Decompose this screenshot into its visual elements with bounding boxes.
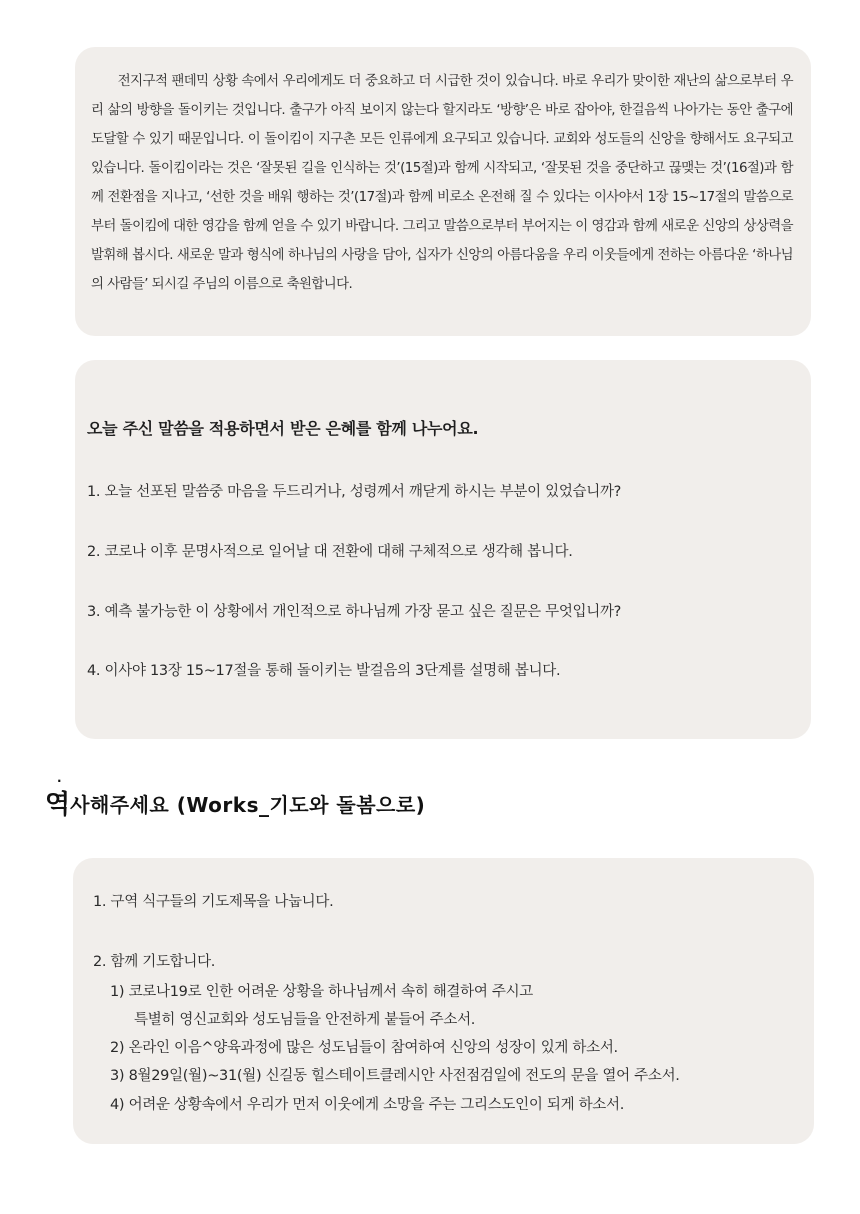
section-heading-initial: 역 (45, 790, 71, 820)
question-item: 4. 이사야 13장 15~17절을 통해 돌이키는 발걸음의 3단계를 설명해 봅니다. (87, 663, 561, 679)
intro-box (75, 47, 811, 336)
prayer-subitem-continuation: 특별히 영신교회와 성도님들을 안전하게 붙들어 주소서. (134, 1012, 476, 1028)
section-heading-dot: · (57, 774, 62, 788)
intro-paragraph: 전지구적 팬데믹 상황 속에서 우리에게도 더 중요하고 더 시급한 것이 있습니다. 바로 우리가 맞이한 재난의 삶으로부터 우리 삶의 방향을 돌이키는 것입니다. 출구가 아직 보이지 않는다 할지라도 ‘방향’은 바로 잡아야, 한걸음씩 나아가는 동안 출구에 도달할 수 있기 때문입니다. 이 돌이킴이 지구촌 모든 인류에게 요구되고 있습니다. 교회와 성도들의 신앙을 향해서도 요구되고 있습니다. 돌이킴이라는 것은 ‘잘못된 길을 인식하는 것’(15절)과 함께 시작되고, ‘잘못된 것을 중단하고 끊맺는 것’(16절)과 함께 전환점을 지나고, ‘선한 것을 배워 행하는 것’(17절)과 함께 비로소 온전해 질 수 있다는 이사야서 1장 15~17절의 말씀으로부터 돌이킴에 대한 영감을 함께 얻을 수 있기 바랍니다. 그리고 말씀으로부터 부어지는 이 영감과 함께 새로운 신앙의 상상력을 발휘해 봅시다. 새로운 말과 형식에 하나님의 사랑을 담아, 십자가 신앙의 아름다움을 우리 이웃들에게 전하는 아름다운 ‘하나님의 사람들’ 되시길 주님의 이름으로 축원합니다. (91, 74, 793, 292)
prayer-item: 2. 함께 기도합니다. (93, 954, 216, 970)
question-item: 1. 오늘 선포된 말씀중 마음을 두드리거나, 성령께서 깨닫게 하시는 부분이 있었습니까? (87, 484, 622, 500)
prayer-subitem: 1) 코로나19로 인한 어려운 상황을 하나님께서 속히 해결하여 주시고 (110, 984, 533, 1000)
section-heading-text: 사해주세요 (Works_기도와 돌봄으로) (70, 793, 426, 817)
prayer-subitem: 4) 어려운 상황속에서 우리가 먼저 이웃에게 소망을 주는 그리스도인이 되게 하소서. (110, 1097, 625, 1113)
prayer-subitem: 3) 8월29일(월)~31(월) 신길동 힐스테이트클레시안 사전점검일에 전도의 문을 열어 주소서. (110, 1068, 680, 1084)
prayer-item: 1. 구역 식구들의 기도제목을 나눕니다. (93, 894, 334, 910)
question-item: 3. 예측 불가능한 이 상황에서 개인적으로 하나님께 가장 묻고 싶은 질문은 무엇입니까? (87, 604, 622, 620)
sharing-box (75, 360, 811, 739)
question-item: 2. 코로나 이후 문명사적으로 일어날 대 전환에 대해 구체적으로 생각해 봅니다. (87, 544, 573, 560)
section-heading (45, 774, 426, 820)
prayer-subitem: 2) 온라인 이음^양육과정에 많은 성도님들이 참여하여 신앙의 성장이 있게 하소서. (110, 1040, 618, 1056)
prayer-box (73, 858, 814, 1144)
sharing-title: 오늘 주신 말씀을 적용하면서 받은 은혜를 함께 나누어요. (87, 419, 479, 438)
